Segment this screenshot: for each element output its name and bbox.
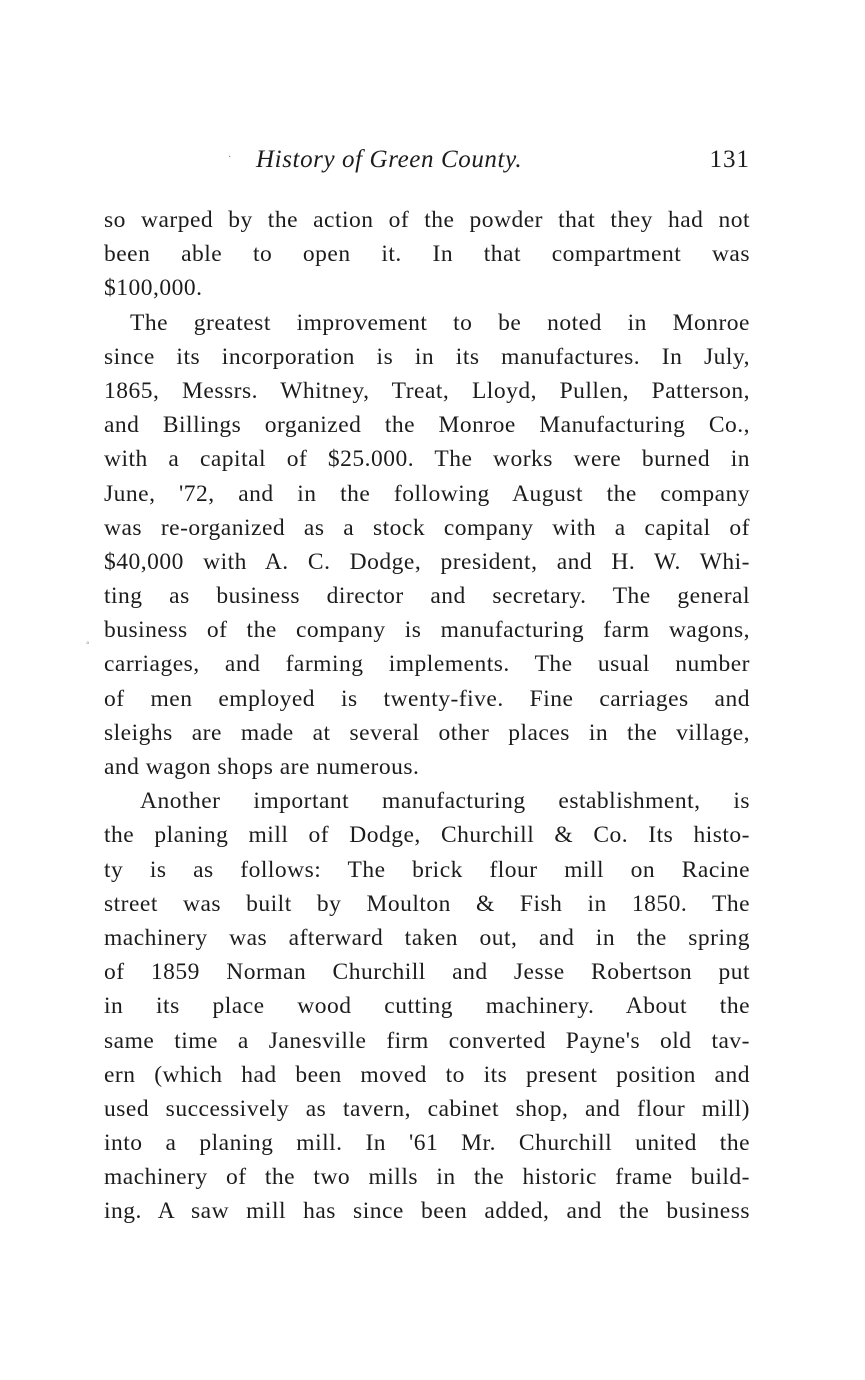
- text-line: into a planing mill. In '61 Mr. Churchill united the: [104, 1130, 750, 1157]
- page-number: 131: [709, 146, 750, 173]
- running-head: [104, 146, 750, 180]
- text-line: Another important manufacturing establishment, is: [140, 788, 750, 815]
- text-line: $100,000.: [104, 275, 203, 302]
- text-line: ern (which had been moved to its present position and: [104, 1061, 750, 1088]
- text-line: used successively as tavern, cabinet shop, and flour mill): [104, 1095, 750, 1122]
- text-line: sleighs are made at several other places in the village,: [104, 719, 750, 746]
- text-line: with a capital of $25.000. The works were burned in: [104, 446, 750, 473]
- body-text: [104, 203, 750, 1229]
- text-line: and Billings organized the Monroe Manufacturing Co.,: [104, 412, 750, 439]
- text-line: and wagon shops are numerous.: [104, 754, 420, 780]
- text-line: machinery of the two mills in the historic frame build-: [104, 1164, 750, 1191]
- text-line: ty is as follows: The brick flour mill on Racine: [104, 856, 750, 883]
- text-line: $40,000 with A. C. Dodge, president, and H. W. Whi-: [104, 548, 750, 575]
- text-line: ing. A saw mill has since been added, and the business: [104, 1198, 750, 1225]
- text-line: ting as business director and secretary. The general: [104, 583, 750, 610]
- text-line: machinery was afterward taken out, and in the spring: [104, 924, 750, 951]
- text-line: so warped by the action of the powder that they had not: [104, 207, 750, 233]
- text-line: carriages, and farming implements. The usual number: [104, 651, 750, 678]
- text-line: same time a Janesville firm converted Payne's old tav-: [104, 1027, 750, 1054]
- text-line: the planing mill of Dodge, Churchill & Co. Its histo-: [104, 822, 750, 849]
- text-line: of 1859 Norman Churchill and Jesse Robertson put: [104, 959, 750, 986]
- margin-speck: ·: [228, 152, 232, 163]
- text-line: in its place wood cutting machinery. About the: [104, 993, 750, 1020]
- text-line: 1865, Messrs. Whitney, Treat, Lloyd, Pullen, Patterson,: [104, 377, 750, 404]
- text-line: since its incorporation is in its manufactures. In July,: [104, 343, 750, 370]
- text-line: business of the company is manufacturing farm wagons,: [104, 617, 750, 644]
- text-line: June, '72, and in the following August the company: [104, 480, 750, 507]
- text-line: been able to open it. In that compartment was: [104, 241, 750, 268]
- running-title: History of Green County.: [256, 146, 523, 173]
- text-line: The greatest improvement to be noted in Monroe: [130, 309, 750, 336]
- text-line: street was built by Moulton & Fish in 1850. The: [104, 890, 750, 917]
- text-line: of men employed is twenty-five. Fine carriages and: [104, 685, 750, 712]
- margin-speck: ◦: [86, 638, 90, 649]
- text-line: was re-organized as a stock company with a capital of: [104, 514, 750, 541]
